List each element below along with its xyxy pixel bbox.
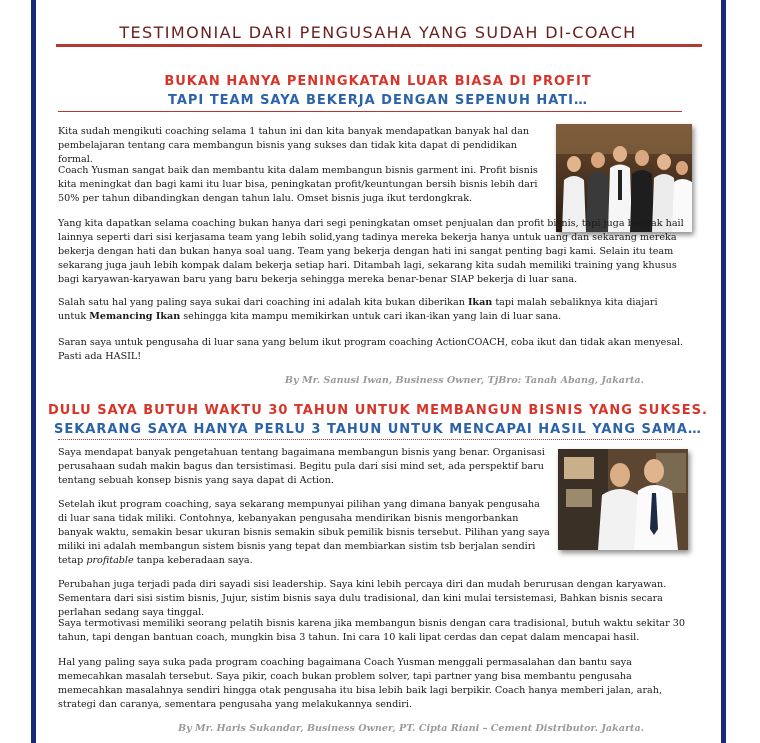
testimonial-2-paragraph-3: Perubahan juga terjadi pada diri sayadi sisi leadership. Saya kini lebih percaya diri dan mudah berurusan dengan karyawan. Sementara dari sisi sistim bisnis, Jujur, sistim bisnis saya dulu tradisional, dan kini mulai tersistemasi, Bahkan bisnis secara perlahan sedang saya tinggal. xyxy=(58,579,667,618)
testimonial-1-paragraph-5: Saran saya untuk pengusaha di luar sana yang belum ikut program coaching ActionCOACH, coba ikut dan tidak akan menyesal. Pasti ada HASIL! xyxy=(58,337,684,362)
headline-line-2: SEKARANG SAYA HANYA PERLU 3 TAHUN UNTUK MENCAPAI HASIL YANG SAMA… xyxy=(54,422,702,437)
headline-divider xyxy=(58,439,682,440)
paragraph-text: sehingga kita mampu memikirkan untuk cari ikan-ikan yang lain di luar sana. xyxy=(180,311,562,322)
team-group-photo xyxy=(556,124,692,232)
headline-line-2: TAPI TEAM SAYA BEKERJA DENGAN SEPENUH HATI… xyxy=(167,93,588,108)
paragraph-text: Setelah ikut program coaching, saya sekarang mempunyai pilihan yang dimana banyak pengusaha di luar sana tidak miliki. Contohnya, kebanyakan pengusaha mendirikan bisnis mengorbankan banyak waktu, semakin besar ukuran bisnis semakin sibuk pemilik bisnis tersebut. Pilihan yang saya miliki ini adalah membangun sistem bisnis yang tepat dan membiarkan sistim tsb berjalan sendiri tetap xyxy=(58,499,550,566)
emphasis-ikan: Ikan xyxy=(467,297,493,308)
testimonial-2-headline xyxy=(46,401,710,439)
paragraph-text: Salah satu hal yang paling saya sukai dari coaching ini adalah kita bukan diberikan xyxy=(58,297,468,308)
testimonial-1-paragraph-1: Kita sudah mengikuti coaching selama 1 tahun ini dan kita banyak mendapatkan banyak hal dan pembelajaran tentang cara membangun bisnis yang sukses dan tidak kita dapat di pendidikan formal. xyxy=(58,126,530,165)
testimonial-page xyxy=(46,0,710,743)
testimonial-1-paragraph-2: Coach Yusman sangat baik dan membantu kita dalam membangun bisnis garment ini. Profit bisnis kita meningkat dan bagi kami itu luar bisa, peningkatan profit/keuntungan bersih bisnis lebih dari 50% per tahun dibandingkan dengan tahun lalu. Omset bisnis juga ikut terdongkrak. xyxy=(58,165,538,204)
coach-client-photo xyxy=(558,449,688,550)
paragraph-text: tapi malah sebaliknya kita diajari untuk xyxy=(58,297,658,322)
emphasis-profitable: profitable xyxy=(86,555,134,566)
paragraph-text: tanpa keberadaan saya. xyxy=(133,555,253,566)
headline-line-1: DULU SAYA BUTUH WAKTU 30 TAHUN UNTUK MEMBANGUN BISNIS YANG SUKSES. xyxy=(48,403,708,418)
left-border-bar xyxy=(31,0,36,743)
title-divider xyxy=(56,44,702,47)
paragraph-text: Yang kita dapatkan selama coaching bukan hanya dari segi peningkatan omset penjualan dan profit bisnis, tapi juga banyak hail lainnya seperti dari sisi kerjasama team yang lebih solid,yang tadinya mereka bekerja hanya untuk uang dan sekarang mereka bekerja dengan hati dan bukan hanya soal uang. Team yang bekerja dengan hati ini sangat penting bagi kami. Selain itu team sekarang juga jauh lebih kompak dalam bekerja setiap hari. Ditambah lagi, sekarang kita sudah memiliki training yang khusus bagi karyawan-karyawan baru yang baru bekerja sehingga mereka benar-benar SIAP bekerja di luar sana. xyxy=(58,218,684,285)
testimonial-1-paragraph-3 xyxy=(58,217,688,287)
testimonial-1-paragraph-4 xyxy=(58,296,688,324)
testimonial-2-paragraph-1: Saya mendapat banyak pengetahuan tentang bagaimana membangun bisnis yang benar. Organisasi perusahaan sudah makin bagus dan tersistimasi. Begitu pula dari sisi mind set, ada perspektif baru tentang sebuah konsep bisnis yang saya dapat di Action. xyxy=(58,447,545,486)
testimonial-2-byline: By Mr. Haris Sukandar, Business Owner, PT. Cipta Riani – Cement Distributor. Jakarta. xyxy=(178,723,644,734)
testimonial-2-paragraph-5: Hal yang paling saya suka pada program coaching bagaimana Coach Yusman menggali permasalahan dan bantu saya memecahkan masalah tersebut. Saya pikir, coach bukan problem solver, tapi partner yang bisa membantu pengusaha memecahkan masalahnya sendiri hingga otak pengusaha itu bisa lebih baik lagi berpikir. Coach hanya memberi jalan, arah, strategi dan caranya, sementara pengusaha yang melakukannya sendiri. xyxy=(58,657,662,710)
testimonial-1-headline xyxy=(46,72,710,110)
testimonial-2-paragraph-4: Saya termotivasi memiliki seorang pelatih bisnis karena jika membangun bisnis dengan cara tradisional, butuh waktu sekitar 30 tahun, tapi dengan bantuan coach, mungkin bisa 3 tahun. Ini cara 10 kali lipat cerdas dan cepat dalam mencapai hasil. xyxy=(58,618,685,643)
emphasis-memancing-ikan: Memancing Ikan xyxy=(89,311,181,322)
right-border-bar xyxy=(721,0,726,743)
page-title: TESTIMONIAL DARI PENGUSAHA YANG SUDAH DI-COACH xyxy=(119,23,637,42)
headline-divider xyxy=(58,111,682,112)
headline-line-1: BUKAN HANYA PENINGKATAN LUAR BIASA DI PROFIT xyxy=(164,74,592,89)
testimonial-2-paragraph-2 xyxy=(58,498,550,568)
testimonial-1-byline: By Mr. Sanusi Iwan, Business Owner, TjBro: Tanah Abang, Jakarta. xyxy=(284,375,644,386)
